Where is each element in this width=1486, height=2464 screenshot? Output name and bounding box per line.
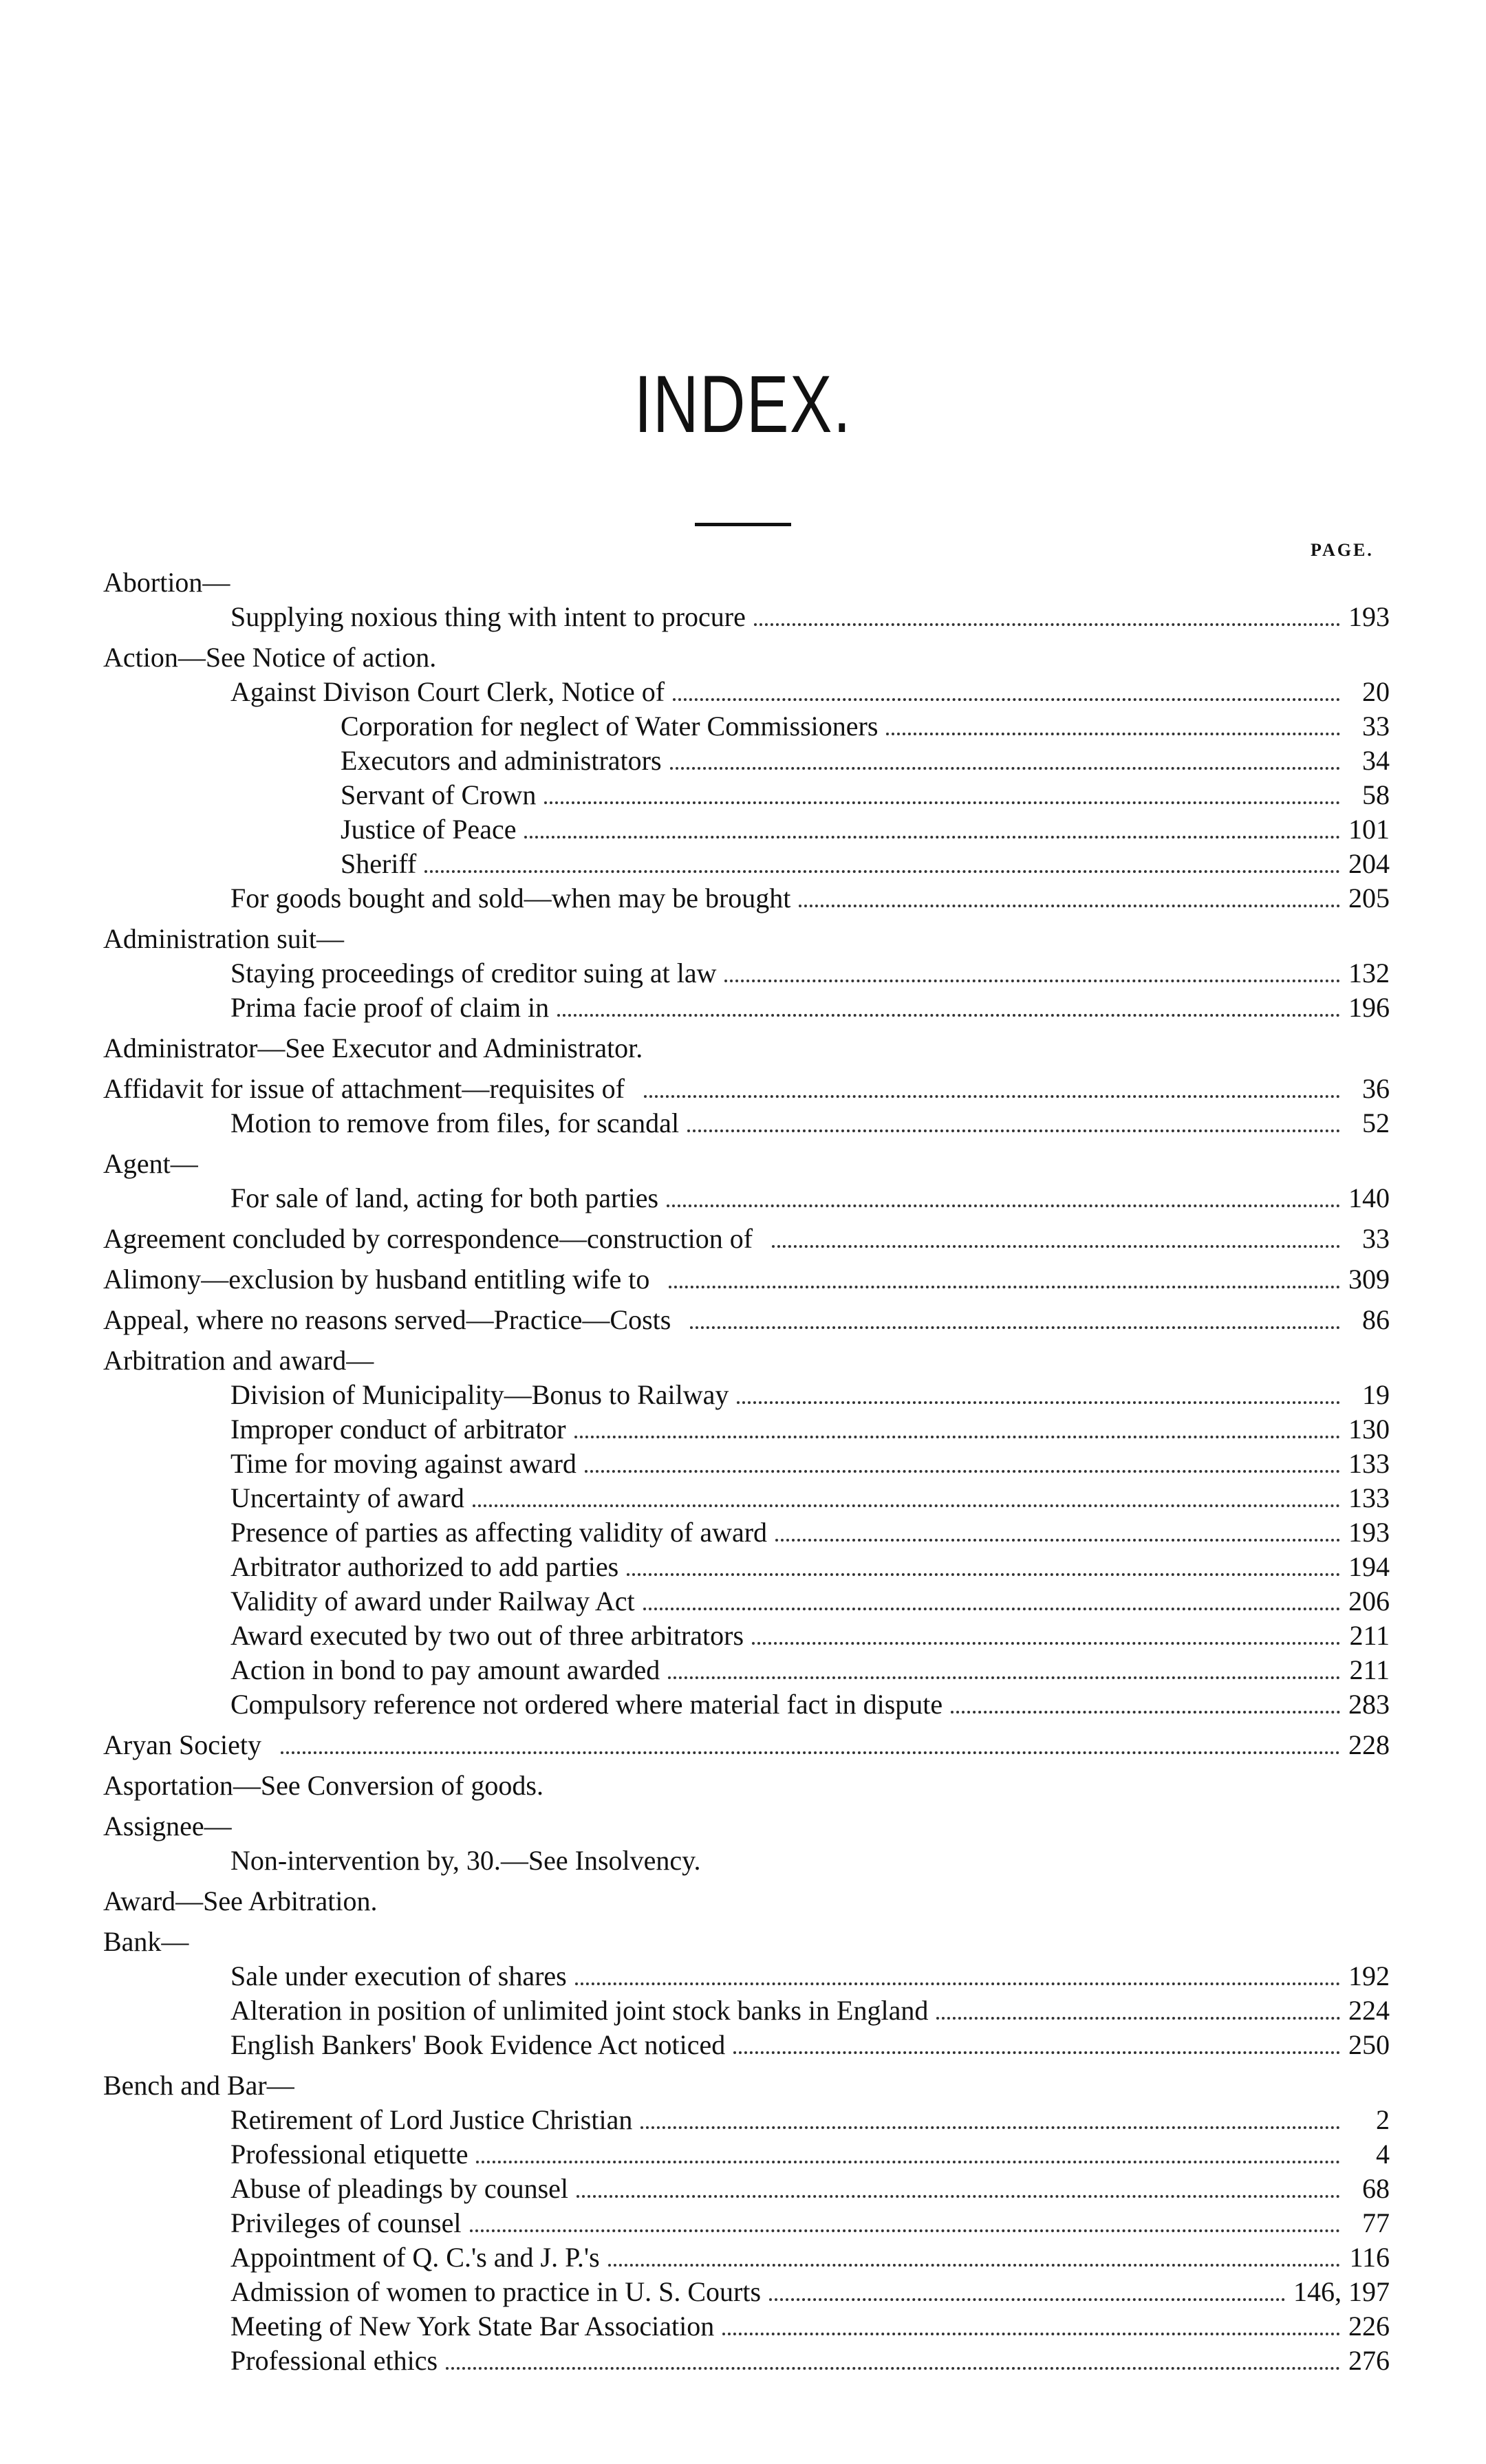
sub-entry-text: Staying proceedings of creditor suing at law: [230, 958, 717, 988]
dot-leader: [446, 2367, 1340, 2370]
sub-entry: [103, 1993, 1390, 2028]
entry-heading: [103, 1072, 1390, 1106]
sub-entry: [103, 956, 1390, 991]
dot-leader: [473, 1504, 1340, 1507]
sub-entry-text: Improper conduct of arbitrator: [230, 1414, 566, 1445]
page-number: 205: [1348, 883, 1390, 914]
sub-entry: [103, 1619, 1390, 1653]
index-entry: [103, 1072, 1390, 1141]
page-number: 206: [1348, 1586, 1390, 1617]
entry-heading: [103, 1884, 1390, 1919]
entry-heading: [103, 1925, 1390, 1959]
index-entry: [103, 565, 1390, 634]
sub-entry: [103, 2172, 1390, 2206]
dot-leader: [424, 870, 1340, 873]
sub-entry: [103, 675, 1390, 709]
dot-leader: [574, 1436, 1340, 1438]
entry-heading: [103, 1262, 1390, 1297]
sub-entry-text: Corporation for neglect of Water Commissioners: [341, 711, 879, 742]
entry-heading-text: Alimony—exclusion by husband entitling wife to: [103, 1264, 650, 1295]
page-number: 224: [1348, 1995, 1390, 2026]
dot-leader: [733, 2051, 1340, 2054]
sub-entry-text: Non-intervention by, 30.—See Insolvency.: [230, 1845, 701, 1876]
dot-leader: [577, 2195, 1340, 2198]
sub-entry-text: Sheriff: [341, 848, 417, 879]
page-number: 4: [1376, 2139, 1390, 2170]
sub-entry: [103, 1584, 1390, 1619]
dot-leader: [640, 2126, 1340, 2129]
index-entry: [103, 1031, 1390, 1066]
page-number: 101: [1348, 814, 1390, 845]
sub-entry: [103, 881, 1390, 916]
page-number: 193: [1348, 601, 1390, 632]
entry-heading: [103, 1147, 1390, 1181]
sub-entry: [103, 1550, 1390, 1584]
sub-entry: [103, 1844, 1390, 1878]
sub-entry: [103, 2028, 1390, 2062]
dot-leader: [799, 905, 1340, 907]
sub-entry: [103, 778, 1390, 812]
sub-entry-text: Compulsory reference not ordered where material fact in dispute: [230, 1689, 943, 1720]
page-number: 133: [1348, 1482, 1390, 1513]
dot-leader: [769, 2298, 1285, 2301]
entry-heading-text: Award—See Arbitration.: [103, 1885, 378, 1916]
page-number: 228: [1348, 1729, 1390, 1760]
index-entries: [103, 565, 1390, 2378]
page-number: 194: [1348, 1551, 1390, 1582]
sub-entry-text: Alteration in position of unlimited joint stock banks in England: [230, 1995, 929, 2026]
page-number: 226: [1348, 2311, 1390, 2342]
entry-heading-text: Agreement concluded by correspondence—construction of: [103, 1223, 753, 1254]
entry-heading: [103, 1303, 1390, 1337]
entry-heading: [103, 922, 1390, 956]
dot-leader: [585, 1470, 1340, 1473]
index-entry: [103, 1884, 1390, 1919]
dot-leader: [951, 1711, 1340, 1714]
page-number: 86: [1362, 1304, 1390, 1335]
entry-heading-text: Action—See Notice of action.: [103, 642, 437, 673]
sub-entry: [103, 991, 1390, 1025]
entry-heading: [103, 1343, 1390, 1378]
sub-entry: [103, 1181, 1390, 1215]
sub-entry: [103, 2103, 1390, 2137]
sub-entry-text: For sale of land, acting for both parties: [230, 1182, 659, 1213]
dot-leader: [627, 1573, 1340, 1576]
sub-entry: [103, 1515, 1390, 1550]
sub-entry: [103, 1687, 1390, 1722]
page-number: 133: [1348, 1448, 1390, 1479]
dot-leader: [936, 2017, 1340, 2020]
entry-heading-text: Abortion—: [103, 567, 230, 598]
page-number: 211: [1349, 1654, 1390, 1685]
dot-leader: [673, 698, 1340, 701]
sub-entry-text: Supplying noxious thing with intent to procure: [230, 601, 746, 632]
sub-entry: [103, 1653, 1390, 1687]
sub-entry: [103, 847, 1390, 881]
entry-heading: [103, 1728, 1390, 1762]
entry-heading-text: Arbitration and award—: [103, 1345, 374, 1376]
dot-leader: [690, 1326, 1340, 1329]
dot-leader: [722, 2333, 1340, 2335]
dot-leader: [476, 2161, 1340, 2163]
dot-leader: [886, 733, 1340, 735]
index-entry: [103, 1809, 1390, 1878]
dot-leader: [752, 1642, 1340, 1645]
entry-heading-text: Appeal, where no reasons served—Practice—Costs: [103, 1304, 671, 1335]
dot-leader: [524, 836, 1340, 839]
sub-entry-text: Professional ethics: [230, 2345, 438, 2376]
dot-leader: [724, 980, 1340, 982]
dot-leader: [670, 767, 1340, 770]
page-number: 34: [1362, 745, 1390, 776]
sub-entry-text: Uncertainty of award: [230, 1482, 464, 1513]
entry-heading-text: Administrator—See Executor and Administrator.: [103, 1033, 643, 1063]
entry-heading: [103, 2068, 1390, 2103]
page-number: 211: [1349, 1620, 1390, 1651]
dot-leader: [754, 623, 1340, 626]
page-number: 19: [1362, 1379, 1390, 1410]
page-number: 140: [1348, 1182, 1390, 1213]
dot-leader: [575, 1982, 1340, 1985]
sub-entry: [103, 1412, 1390, 1447]
page-number: 146, 197: [1293, 2276, 1390, 2307]
page-number: 33: [1362, 1223, 1390, 1254]
sub-entry-text: Arbitrator authorized to add parties: [230, 1551, 619, 1582]
page-number: 283: [1348, 1689, 1390, 1720]
sub-entry-text: Against Divison Court Clerk, Notice of: [230, 676, 665, 707]
dot-leader: [644, 1095, 1340, 1098]
sub-entry-text: Justice of Peace: [341, 814, 517, 845]
sub-entry-text: Abuse of pleadings by counsel: [230, 2173, 569, 2204]
sub-entry-text: Privileges of counsel: [230, 2207, 462, 2238]
dot-leader: [281, 1751, 1340, 1754]
dot-leader: [668, 1676, 1340, 1679]
dot-leader: [669, 1286, 1340, 1288]
entry-heading-text: Affidavit for issue of attachment—requisites of: [103, 1073, 625, 1104]
sub-entry-text: Admission of women to practice in U. S. Courts: [230, 2276, 762, 2307]
entry-heading-text: Bench and Bar—: [103, 2070, 294, 2101]
sub-entry-text: English Bankers' Book Evidence Act noticed: [230, 2029, 726, 2060]
dot-leader: [772, 1245, 1340, 1248]
sub-entry: [103, 1447, 1390, 1481]
page-number: 33: [1362, 711, 1390, 742]
index-entry: [103, 1147, 1390, 1215]
index-entry: [103, 640, 1390, 916]
entry-heading: [103, 565, 1390, 600]
index-entry: [103, 922, 1390, 1025]
title-rule: [695, 523, 791, 526]
entry-heading-text: Agent—: [103, 1148, 198, 1179]
entry-heading: [103, 1031, 1390, 1066]
sub-entry-text: Appointment of Q. C.'s and J. P.'s: [230, 2242, 600, 2273]
entry-heading: [103, 1222, 1390, 1256]
page-number: 132: [1348, 958, 1390, 988]
sub-entry-text: Time for moving against award: [230, 1448, 577, 1479]
sub-entry-text: Motion to remove from files, for scandal: [230, 1107, 680, 1138]
sub-entry-text: Presence of parties as affecting validity of award: [230, 1517, 768, 1548]
entry-heading-text: Assignee—: [103, 1811, 232, 1841]
page-number: 52: [1362, 1107, 1390, 1138]
sub-entry-text: Validity of award under Railway Act: [230, 1586, 635, 1617]
page-number: 204: [1348, 848, 1390, 879]
page-number: 130: [1348, 1414, 1390, 1445]
index-entry: [103, 1303, 1390, 1337]
page-number: 36: [1362, 1073, 1390, 1104]
sub-entry: [103, 744, 1390, 778]
page-number: 309: [1348, 1264, 1390, 1295]
entry-heading: [103, 1769, 1390, 1803]
dot-leader: [643, 1608, 1340, 1610]
sub-entry-text: Sale under execution of shares: [230, 1960, 567, 1991]
sub-entry: [103, 709, 1390, 744]
entry-heading: [103, 640, 1390, 675]
sub-entry-text: Executors and administrators: [341, 745, 662, 776]
sub-entry-text: Professional etiquette: [230, 2139, 469, 2170]
dot-leader: [667, 1204, 1340, 1207]
sub-entry: [103, 1959, 1390, 1993]
sub-entry-text: Retirement of Lord Justice Christian: [230, 2104, 633, 2135]
index-entry: [103, 1343, 1390, 1722]
entry-heading-text: Asportation—See Conversion of goods.: [103, 1770, 543, 1801]
sub-entry: [103, 2240, 1390, 2275]
sub-entry-text: Award executed by two out of three arbitrators: [230, 1620, 744, 1651]
page-title: INDEX.: [634, 359, 852, 450]
dot-leader: [557, 1014, 1340, 1017]
sub-entry: [103, 1106, 1390, 1141]
sub-entry: [103, 2137, 1390, 2172]
entry-heading-text: Administration suit—: [103, 923, 344, 954]
sub-entry-text: Action in bond to pay amount awarded: [230, 1654, 660, 1685]
page-number: 192: [1348, 1960, 1390, 1991]
sub-entry: [103, 1378, 1390, 1412]
sub-entry: [103, 2275, 1390, 2309]
page-number: 250: [1348, 2029, 1390, 2060]
page-column-label: PAGE.: [1311, 540, 1374, 560]
page-number: 68: [1362, 2173, 1390, 2204]
index-entry: [103, 1769, 1390, 1803]
sub-entry: [103, 1481, 1390, 1515]
sub-entry-text: For goods bought and sold—when may be brought: [230, 883, 791, 914]
page-number: 196: [1348, 992, 1390, 1023]
entry-heading-text: Aryan Society: [103, 1729, 261, 1760]
sub-entry: [103, 2309, 1390, 2344]
page-number: 77: [1362, 2207, 1390, 2238]
page-number: 58: [1362, 779, 1390, 810]
page-number: 116: [1349, 2242, 1390, 2273]
page-number: 276: [1348, 2345, 1390, 2376]
dot-leader: [737, 1401, 1340, 1404]
index-entry: [103, 1262, 1390, 1297]
sub-entry-text: Meeting of New York State Bar Association: [230, 2311, 715, 2342]
dot-leader: [470, 2229, 1341, 2232]
index-entry: [103, 1728, 1390, 1762]
sub-entry: [103, 2344, 1390, 2378]
index-entry: [103, 1925, 1390, 2062]
page-number: 2: [1376, 2104, 1390, 2135]
sub-entry-text: Division of Municipality—Bonus to Railway: [230, 1379, 729, 1410]
entry-heading: [103, 1809, 1390, 1844]
entry-heading-text: Bank—: [103, 1926, 189, 1957]
sub-entry-text: Servant of Crown: [341, 779, 537, 810]
index-entry: [103, 2068, 1390, 2378]
index-entry: [103, 1222, 1390, 1256]
dot-leader: [775, 1539, 1340, 1542]
page-number: 193: [1348, 1517, 1390, 1548]
dot-leader: [544, 801, 1340, 804]
dot-leader: [687, 1130, 1340, 1132]
sub-entry: [103, 600, 1390, 634]
sub-entry: [103, 812, 1390, 847]
sub-entry-text: Prima facie proof of claim in: [230, 992, 550, 1023]
dot-leader: [608, 2264, 1340, 2267]
page-number: 20: [1362, 676, 1390, 707]
sub-entry: [103, 2206, 1390, 2240]
